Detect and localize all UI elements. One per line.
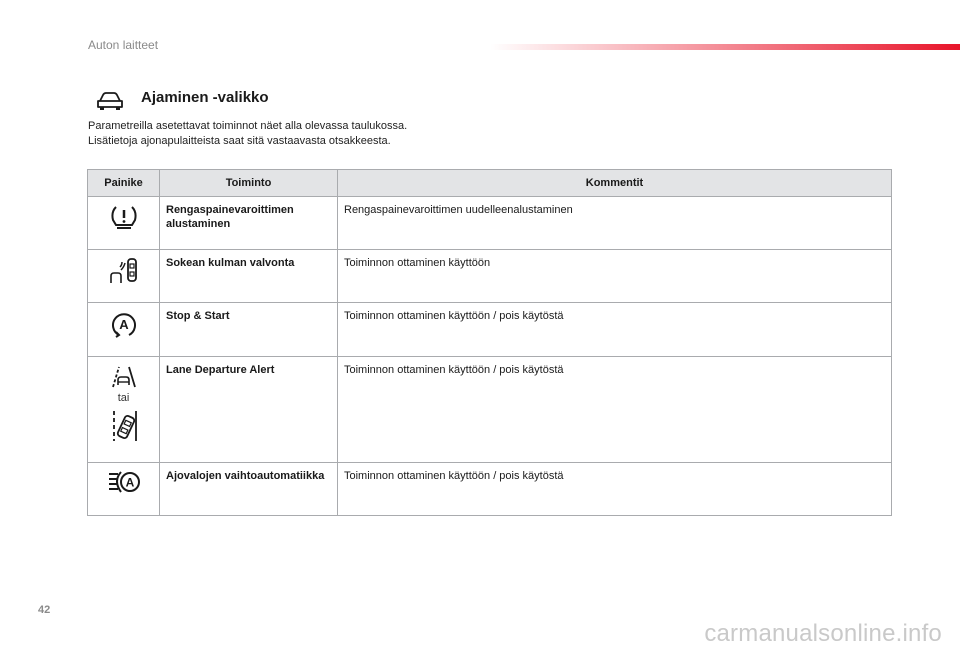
functions-table (87, 169, 892, 516)
intro-text (88, 119, 407, 149)
automatic-headlamp-dipping-icon (107, 469, 141, 495)
intro-line: Parametreilla asetettavat toiminnot näet alla olevassa taulukossa. (88, 120, 408, 132)
table-cell-function: Rengaspainevaroittimen alustaminen (160, 197, 338, 250)
table-cell-function: Ajovalojen vaihtoautomatiikka (160, 463, 338, 516)
tyre-pressure-warning-icon (109, 203, 139, 231)
intro-line: Lisätietoja ajonapulaitteista saat sitä vastaavasta otsakkeesta. (88, 135, 391, 147)
page-number: 42 (38, 604, 51, 616)
table-cell-function: Lane Departure Alert (160, 357, 338, 463)
table-row (88, 303, 892, 357)
lane-departure-alert-icon (109, 363, 139, 389)
table-cell-comment: Toiminnon ottaminen käyttöön / pois käytöstä (338, 303, 892, 357)
table-cell-comment: Toiminnon ottaminen käyttöön (338, 250, 892, 303)
table-cell-comment: Toiminnon ottaminen käyttöön / pois käytöstä (338, 463, 892, 516)
table-cell-icon (88, 250, 160, 303)
svg-text:A: A (118, 317, 129, 332)
table-cell-icon (88, 463, 160, 516)
section-title: Ajaminen -valikko (141, 89, 269, 106)
table-cell-comment: Toiminnon ottaminen käyttöön / pois käytöstä (338, 357, 892, 463)
or-label: tai (117, 392, 130, 404)
header-accent-bar (490, 44, 960, 50)
table-cell-comment: Rengaspainevaroittimen uudelleenalustaminen (338, 197, 892, 250)
table-cell-icon (88, 357, 160, 463)
table-cell-function: Sokean kulman valvonta (160, 250, 338, 303)
table-cell-function: Stop & Start (160, 303, 338, 357)
section-header-label: Auton laitteet (88, 38, 159, 52)
table-cell-icon (88, 303, 160, 357)
table-header-row (88, 170, 892, 197)
column-header-function: Toiminto (160, 170, 338, 197)
table-row (88, 463, 892, 516)
column-header-comments: Kommentit (338, 170, 892, 197)
stop-start-icon (109, 309, 139, 339)
table-row (88, 250, 892, 303)
table-row (88, 197, 892, 250)
svg-text:A: A (125, 475, 134, 490)
table-row (88, 357, 892, 463)
watermark-text: carmanualsonline.info (704, 620, 942, 647)
car-icon (95, 90, 125, 112)
lane-departure-alert-alt-icon (109, 409, 139, 443)
table-cell-icon (88, 197, 160, 250)
blind-spot-monitoring-icon (108, 256, 140, 286)
column-header-button: Painike (88, 170, 160, 197)
